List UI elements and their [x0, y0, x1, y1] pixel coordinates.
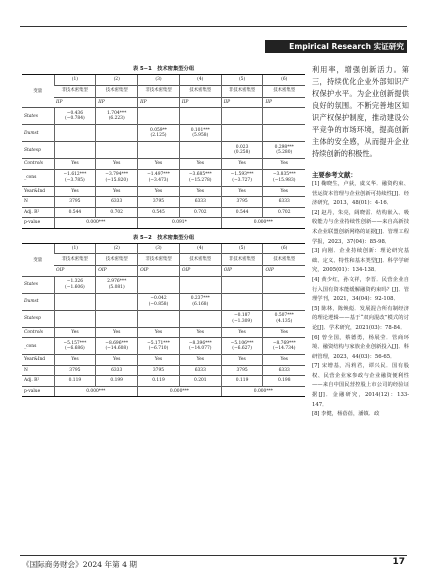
table-cell: IIP	[96, 97, 138, 108]
table-cell: Yes	[179, 327, 221, 338]
table-cell: 6333	[263, 365, 305, 376]
table-cell: 0.199	[96, 376, 138, 387]
coef-value: 1.704***	[107, 110, 127, 116]
table-cell: Statesp	[22, 142, 54, 159]
table-cell: 非技术密集型	[54, 254, 96, 266]
table-cell: 3795	[138, 197, 180, 208]
table-row	[22, 338, 305, 355]
table-cell: Yes	[263, 186, 305, 197]
coef-cell	[96, 293, 138, 310]
table-cell: 0.000***	[138, 386, 222, 397]
table-cell: (3)	[138, 75, 180, 86]
table-cell: 变量	[22, 243, 54, 276]
coef-cell	[96, 142, 138, 159]
table-cell: 技术密集型	[263, 85, 305, 97]
table-cell: States	[22, 108, 54, 125]
coef-cell	[179, 108, 221, 125]
table-cell: OIP	[221, 266, 263, 277]
table-cell: 6333	[179, 365, 221, 376]
table-cell: (2)	[96, 75, 138, 86]
table-cell: 3795	[221, 365, 263, 376]
table-cell: 0.000***	[221, 386, 305, 397]
t-stat: (−3.727)	[232, 177, 252, 183]
references-heading: 主要参考文献：	[312, 171, 357, 179]
table-cell: Yes	[138, 186, 180, 197]
table-cell: Yes	[221, 355, 263, 366]
coef-cell	[96, 276, 138, 293]
table-cell: 0.000***	[54, 386, 138, 397]
table-row	[22, 85, 305, 97]
coef-cell	[96, 108, 138, 125]
table-cell: Yes	[54, 186, 96, 197]
coef-value: −1.612***	[63, 172, 87, 178]
table-cell: Yes	[179, 159, 221, 170]
table-cell: 非技术密集型	[221, 254, 263, 266]
coef-cell	[96, 169, 138, 186]
table-cell: Yes	[96, 186, 138, 197]
table-cell: Yes	[221, 327, 263, 338]
t-stat: (−15.820)	[105, 177, 128, 183]
table-cell: 3795	[54, 197, 96, 208]
coef-cell	[138, 310, 180, 327]
table-cell: 技术密集型	[96, 85, 138, 97]
table-cell: Yes	[138, 355, 180, 366]
coef-cell	[221, 142, 263, 159]
table-cell: Yes	[54, 159, 96, 170]
coef-cell	[54, 276, 96, 293]
coef-value: −1.326	[66, 279, 84, 285]
table-row	[22, 75, 305, 86]
table-5-1-title: 表 5−1 技术密集型分组	[132, 66, 195, 72]
table-cell: 技术密集型	[263, 254, 305, 266]
t-stat: (−15.983)	[273, 177, 296, 183]
table-cell: Statesp	[22, 310, 54, 327]
coef-cell	[179, 338, 221, 355]
table-cell: 3795	[138, 365, 180, 376]
coef-cell	[179, 293, 221, 310]
coef-value: −3.835***	[272, 172, 296, 178]
table-cell: OIP	[263, 266, 305, 277]
t-stat: (−6.686)	[65, 346, 85, 351]
t-stat: (0.258)	[234, 150, 251, 155]
t-stat: (6.168)	[192, 301, 209, 307]
coef-cell	[263, 293, 305, 310]
table-cell: IIP	[263, 97, 305, 108]
table-cell: Dumst	[22, 293, 54, 310]
table-cell: 0.702	[263, 207, 305, 218]
coef-cell	[221, 293, 263, 310]
coef-value: 0.101***	[190, 127, 210, 133]
table-row	[22, 293, 305, 310]
table-cell: Adj. R²	[22, 207, 54, 218]
table-cell: (4)	[179, 75, 221, 86]
table-cell: (6)	[263, 243, 305, 254]
t-stat: (−1.606)	[65, 284, 85, 290]
coef-value: 0.237***	[190, 296, 210, 302]
t-stat: (−6.627)	[232, 346, 252, 351]
table-row	[22, 97, 305, 108]
table-cell: 0.544	[54, 207, 96, 218]
table-cell: (2)	[96, 243, 138, 254]
table-row	[22, 169, 305, 186]
coef-cell	[138, 142, 180, 159]
table-row	[22, 365, 305, 376]
right-column	[312, 64, 409, 420]
table-cell: 0.201	[179, 376, 221, 387]
coef-cell	[96, 338, 138, 355]
table-cell: 0.119	[138, 376, 180, 387]
table-cell: Year&Ind	[22, 186, 54, 197]
coef-cell	[221, 310, 263, 327]
coef-value: −1.497***	[147, 172, 170, 178]
coef-cell	[138, 125, 180, 142]
coef-cell	[221, 276, 263, 293]
table-row	[22, 355, 305, 366]
coef-cell	[54, 142, 96, 159]
table-cell: 0.000***	[54, 218, 138, 229]
table-cell: Yes	[263, 159, 305, 170]
t-stat: (−0.858)	[148, 301, 169, 307]
coef-cell	[54, 338, 96, 355]
coef-cell	[263, 169, 305, 186]
table-cell: 技术密集型	[179, 85, 221, 97]
coef-value: −5.106***	[230, 340, 254, 346]
coef-cell	[263, 142, 305, 159]
reference-item: [3] 向刚．企业持续创新：理论研究基础、定义、特性和基本类型[J]．科学学研究，2005(01)：134-138．	[312, 248, 409, 274]
table-cell: 0.198	[263, 376, 305, 387]
table-5-1	[22, 74, 305, 229]
table-cell: Yes	[54, 355, 96, 366]
table-cell: 0.545	[138, 207, 180, 218]
table-cell: 0.544	[221, 207, 263, 218]
coef-cell	[54, 310, 96, 327]
coef-value: 2.976***	[107, 279, 127, 285]
reference-item: [5] 陈林，陈焕彪．发展混合所有制经济的理论逻辑——基于“双向混改”模式的讨论[J]．学术研究，2021(03)：78-84．	[312, 305, 409, 331]
coef-value: −5.171***	[147, 340, 170, 346]
table-cell: (6)	[263, 75, 305, 86]
t-stat: (−3.785)	[65, 177, 85, 183]
t-stat: (−15.278)	[189, 177, 212, 183]
table-cell: 技术密集型	[179, 254, 221, 266]
table-row	[22, 376, 305, 387]
table-cell: _cons	[22, 169, 54, 186]
table-cell: 0.119	[54, 376, 96, 387]
table-cell: OIP	[179, 266, 221, 277]
coef-cell	[138, 276, 180, 293]
table-cell: Yes	[263, 327, 305, 338]
coef-value: −8.769***	[272, 340, 296, 346]
header-rule	[20, 26, 407, 27]
table-cell: 0.119	[221, 376, 263, 387]
t-stat: (4.135)	[276, 318, 293, 324]
t-stat: (−14.608)	[105, 346, 128, 351]
coef-cell	[263, 338, 305, 355]
coef-value: −5.157***	[63, 340, 87, 346]
table-cell: States	[22, 276, 54, 293]
table-cell: Yes	[221, 186, 263, 197]
coef-cell	[54, 125, 96, 142]
coef-cell	[263, 310, 305, 327]
table-row	[22, 254, 305, 266]
table-cell: 非技术密集型	[138, 254, 180, 266]
coef-value: −0.042	[150, 296, 167, 302]
coef-cell	[221, 169, 263, 186]
table-row	[22, 386, 305, 397]
table-row	[22, 142, 305, 159]
table-cell: Yes	[263, 355, 305, 366]
table-cell: 非技术密集型	[138, 85, 180, 97]
table-cell: 0.091*	[138, 218, 222, 229]
table-cell: 非技术密集型	[54, 85, 96, 97]
coef-value: −8.396***	[188, 340, 212, 346]
table-row	[22, 125, 305, 142]
table-cell: 技术密集型	[96, 254, 138, 266]
coef-value: 0.298***	[274, 144, 294, 150]
t-stat: (5.280)	[276, 150, 293, 155]
t-stat: (2.125)	[150, 133, 167, 138]
coef-cell	[263, 125, 305, 142]
table-cell: 6333	[263, 197, 305, 208]
coef-cell	[263, 108, 305, 125]
table-cell: IIP	[221, 97, 263, 108]
coef-cell	[96, 310, 138, 327]
table-cell: Yes	[138, 327, 180, 338]
table-row	[22, 207, 305, 218]
table-row	[22, 243, 305, 254]
table-5-2-title: 表 5−2 技术密集型分组	[132, 234, 195, 241]
table-cell: _cons	[22, 338, 54, 355]
coef-cell	[138, 169, 180, 186]
page-number: 17	[392, 557, 405, 567]
table-cell: Yes	[179, 355, 221, 366]
table-row	[22, 310, 305, 327]
table-row	[22, 108, 305, 125]
t-stat: (5.958)	[192, 133, 209, 138]
coef-value: 0.059**	[150, 127, 167, 133]
t-stat: (−0.784)	[65, 116, 85, 121]
coef-cell	[221, 125, 263, 142]
table-cell: 3795	[54, 365, 96, 376]
table-cell: (4)	[179, 243, 221, 254]
table-cell: N	[22, 197, 54, 208]
table-cell: Yes	[138, 159, 180, 170]
coef-cell	[179, 276, 221, 293]
table-cell: 变量	[22, 75, 54, 108]
reference-item: [2] 赵丹，朱亮，阔晓雷．结构嵌入、吸收能力与企业持续性创新——来自高新技术企业联盟创新网络的证据[J]．管理工程学报，2023，37(04)：85-98．	[312, 209, 409, 245]
coef-value: −3.794***	[105, 172, 129, 178]
table-cell: Yes	[221, 159, 263, 170]
footer-journal-issue: 《国际商务财会》2024 年第 4 期	[22, 560, 137, 569]
table-cell: Controls	[22, 159, 54, 170]
coef-cell	[263, 276, 305, 293]
table-cell: (3)	[138, 243, 180, 254]
section-header-band: Empirical Research 实证研究	[265, 40, 407, 53]
coef-cell	[54, 169, 96, 186]
body-paragraph: 利用率，增强创新活力。第三，持续优化企业外部知识产权保护水平。为企业创新提供良好的氛围。不断完善地区知识产权保护制度，推动建设公平竞争的市场环境，提高创新主体的安全感，从而提升企业持续创新的积极性。	[312, 65, 409, 158]
table-row	[22, 327, 305, 338]
table-cell: p-value	[22, 386, 54, 397]
coef-cell	[179, 125, 221, 142]
coef-cell	[138, 293, 180, 310]
table-cell: OIP	[54, 266, 96, 277]
coef-value: −8.696***	[105, 340, 129, 346]
reference-item: [4] 黄少红，孙文祥，李晋．民营企业自行入国有资本能缓解融资约束吗？[J]．管理学刊，2021，34(04)：92-108．	[312, 276, 409, 303]
table-cell: Yes	[96, 159, 138, 170]
reference-item: [1] 鞠晓生，卢荻，虞义华．融资约束、营运资本管理与企业创新可持续性[J]．经济研究，2013，48(01)：4-16．	[312, 181, 409, 207]
table-cell: IIP	[138, 97, 180, 108]
table-row	[22, 276, 305, 293]
t-stat: (−14.734)	[273, 346, 296, 351]
table-cell: Year&Ind	[22, 355, 54, 366]
table-cell: 0.702	[179, 207, 221, 218]
table-cell: Yes	[96, 355, 138, 366]
table-cell: (1)	[54, 75, 96, 86]
table-cell: IIP	[179, 97, 221, 108]
coef-value: −0.436	[66, 110, 84, 116]
table-cell: 6333	[96, 197, 138, 208]
table-cell: 6333	[96, 365, 138, 376]
t-stat: (5.081)	[108, 284, 125, 290]
coef-value: −0.187	[233, 313, 251, 319]
table-cell: (5)	[221, 243, 263, 254]
reference-item: [8] 李健，杨蓓蓓，潘镇．政	[312, 411, 380, 418]
coef-cell	[179, 142, 221, 159]
coef-cell	[54, 108, 96, 125]
table-cell: Adj. R²	[22, 376, 54, 387]
reference-item: [7] 宋增基，冯莉君，谭兴民．国有股权、民营企业家参政与企业融资便利性——来自中国民营控股上市公司的经验证据[J]．金融研究，2014(12)：133-147．	[312, 363, 409, 408]
coef-value: −1.593***	[230, 172, 254, 178]
table-cell: OIP	[138, 266, 180, 277]
table-row	[22, 218, 305, 229]
table-cell: (5)	[221, 75, 263, 86]
table-row	[22, 159, 305, 170]
t-stat: (−3.473)	[148, 177, 169, 183]
table-row	[22, 186, 305, 197]
table-5-2	[22, 243, 305, 398]
table-cell: 3795	[221, 197, 263, 208]
table-cell: Controls	[22, 327, 54, 338]
coef-cell	[179, 310, 221, 327]
table-row	[22, 266, 305, 277]
reference-item: [6] 曾全国，蔡德勇，杨展莹．管商环境、融资结构与家族企业创新投入[J]．科研管理，2023，44(03)：56-65．	[312, 334, 409, 360]
t-stat: (−1.309)	[232, 318, 252, 324]
table-cell: N	[22, 365, 54, 376]
table-row	[22, 197, 305, 208]
coef-value: 0.507***	[274, 313, 294, 319]
footer-rule	[20, 555, 407, 556]
table-cell: (1)	[54, 243, 96, 254]
t-stat: (−6.710)	[148, 346, 169, 351]
table-cell: OIP	[96, 266, 138, 277]
t-stat: (6.223)	[108, 116, 125, 121]
table-cell: Yes	[179, 186, 221, 197]
table-cell: p-value	[22, 218, 54, 229]
table-cell: Dumst	[22, 125, 54, 142]
table-cell: 6333	[179, 197, 221, 208]
table-cell: Yes	[54, 327, 96, 338]
table-cell: IIP	[54, 97, 96, 108]
coef-cell	[96, 125, 138, 142]
table-cell: 0.702	[96, 207, 138, 218]
coef-cell	[221, 108, 263, 125]
table-cell: 0.000***	[221, 218, 305, 229]
coef-cell	[138, 338, 180, 355]
table-cell: 非技术密集型	[221, 85, 263, 97]
left-column	[22, 64, 305, 397]
t-stat: (−14.077)	[189, 346, 212, 351]
table-cell: Yes	[96, 327, 138, 338]
coef-cell	[221, 338, 263, 355]
coef-value: 0.023	[235, 144, 249, 150]
coef-cell	[138, 108, 180, 125]
coef-value: −3.685***	[188, 172, 212, 178]
coef-cell	[54, 293, 96, 310]
coef-cell	[179, 169, 221, 186]
